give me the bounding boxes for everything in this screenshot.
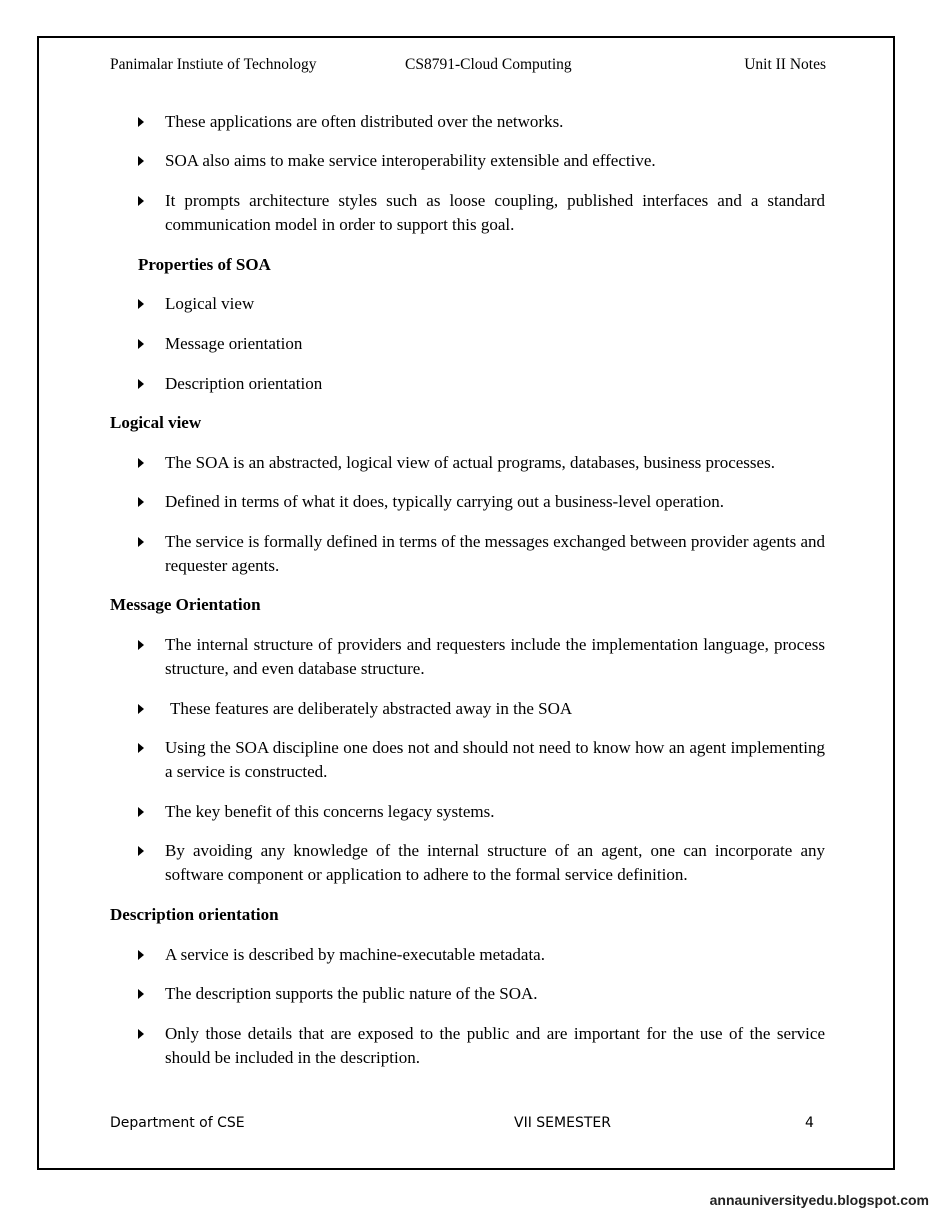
bullet-arrow-icon: [138, 846, 144, 856]
bullet-arrow-icon: [138, 807, 144, 817]
page-footer: [110, 1115, 826, 1135]
list-item: These features are deliberately abstracted away in the SOA: [170, 697, 825, 721]
logical-view-heading: Logical view: [110, 413, 202, 432]
list-item: Only those details that are exposed to the public and are important for the use of the service should be included in the description.: [165, 1022, 825, 1070]
bullet-arrow-icon: [138, 950, 144, 960]
bullet-arrow-icon: [138, 640, 144, 650]
bullet-arrow-icon: [138, 537, 144, 547]
description-orientation-heading: Description orientation: [110, 905, 279, 924]
message-orientation-heading: Message Orientation: [110, 595, 261, 614]
page-header: [110, 56, 826, 76]
header-institute: Panimalar Instiute of Technology: [110, 56, 317, 73]
list-item: Defined in terms of what it does, typically carrying out a business-level operation.: [165, 490, 825, 514]
list-item: It prompts architecture styles such as loose coupling, published interfaces and a standard communication model in order to support this goal.: [165, 189, 825, 237]
list-item: SOA also aims to make service interoperability extensible and effective.: [165, 149, 825, 173]
list-item: By avoiding any knowledge of the internal structure of an agent, one can incorporate any software component or application to adhere to the formal service definition.: [165, 839, 825, 887]
bullet-arrow-icon: [138, 704, 144, 714]
list-item: Description orientation: [165, 372, 825, 396]
list-item: A service is described by machine-executable metadata.: [165, 943, 825, 967]
footer-semester: VII SEMESTER: [514, 1115, 611, 1131]
bullet-arrow-icon: [138, 156, 144, 166]
bullet-arrow-icon: [138, 196, 144, 206]
header-unit: Unit II Notes: [744, 56, 826, 73]
list-item: Using the SOA discipline one does not and should not need to know how an agent implementing a service is constructed.: [165, 736, 825, 784]
bullet-arrow-icon: [138, 339, 144, 349]
bullet-arrow-icon: [138, 299, 144, 309]
footer-page-number: 4: [805, 1115, 814, 1131]
footer-department: Department of CSE: [110, 1115, 245, 1131]
properties-heading: Properties of SOA: [138, 255, 271, 274]
bullet-arrow-icon: [138, 989, 144, 999]
bullet-arrow-icon: [138, 743, 144, 753]
bullet-arrow-icon: [138, 1029, 144, 1039]
list-item: The SOA is an abstracted, logical view of actual programs, databases, business processes.: [165, 451, 825, 475]
list-item: The service is formally defined in terms of the messages exchanged between provider agents and requester agents.: [165, 530, 825, 578]
bullet-arrow-icon: [138, 458, 144, 468]
list-item: The internal structure of providers and requesters include the implementation language, process structure, and even database structure.: [165, 633, 825, 681]
watermark-url: annauniversityedu.blogspot.com: [709, 1192, 929, 1208]
bullet-arrow-icon: [138, 379, 144, 389]
list-item: The key benefit of this concerns legacy systems.: [165, 800, 825, 824]
list-item: The description supports the public nature of the SOA.: [165, 982, 825, 1006]
list-item: Message orientation: [165, 332, 825, 356]
list-item: These applications are often distributed over the networks.: [165, 110, 825, 134]
bullet-arrow-icon: [138, 117, 144, 127]
bullet-arrow-icon: [138, 497, 144, 507]
list-item: Logical view: [165, 292, 825, 316]
header-course: CS8791-Cloud Computing: [405, 56, 572, 73]
